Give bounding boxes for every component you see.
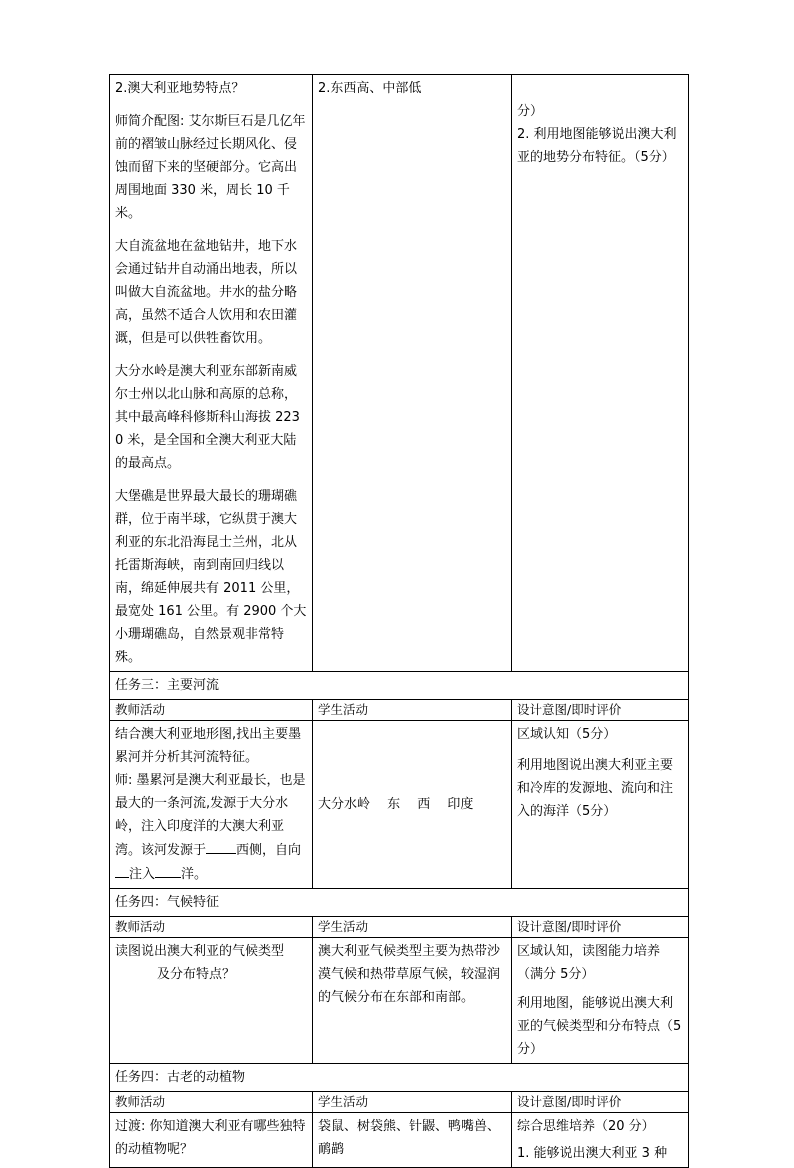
task3-design-cell (512, 721, 689, 889)
task4b-student-cell (313, 1113, 512, 1168)
task2-row (110, 75, 689, 672)
task3-design-2: 利用地图说出澳大利亚主要和冷库的发源地、流向和注入的海洋（5分） (517, 758, 674, 819)
task2-ayers-rock-note: 师简介配图: 艾尔斯巨石是几亿年前的褶皱山脉经过长期风化、侵蚀而留下来的坚硬部分。它高出周围地面 330 米，周长 10 千米。 (115, 114, 306, 221)
task3-design-1: 区域认知（5分） (517, 727, 617, 742)
header-design: 设计意图/即时评价 (512, 917, 689, 938)
task2-design-text: 分） 2. 利用地图能够说出澳大利亚的地势分布特征。（5分） (517, 104, 677, 165)
header-teacher: 教师活动 (110, 917, 313, 938)
task3-text-d: 洋。 (181, 867, 208, 882)
lesson-plan-table (109, 74, 689, 1168)
task4a-title: 任务四：气候特征 (110, 889, 689, 917)
header-student: 学生活动 (313, 917, 512, 938)
header-design: 设计意图/即时评价 (512, 1092, 689, 1113)
task4a-design-1: 区域认知，读图能力培养（满分 5分） (517, 944, 661, 982)
fill-blank (115, 862, 129, 878)
task4a-question-line1: 读图说出澳大利亚的气候类型 (115, 944, 285, 959)
fill-blank (206, 838, 236, 854)
task3-student-cell (313, 721, 512, 889)
task3-teacher-prompt: 结合澳大利亚地形图,找出主要墨累河并分析其河流特征。 (115, 727, 302, 765)
task3-text-a: 师: 墨累河是澳大利亚最长，也是最大的一条河流,发源于大分水岭，注入印度洋的大澳大利亚湾。该河发源于 (115, 773, 306, 858)
fill-blank (155, 862, 181, 878)
task4a-student-cell (313, 938, 512, 1064)
task2-teacher-cell (110, 75, 313, 672)
task4b-title: 任务四：古老的动植物 (110, 1064, 689, 1092)
header-teacher: 教师活动 (110, 1092, 313, 1113)
task2-dividing-range-note: 大分水岭是澳大利亚东部新南威尔士州以北山脉和高原的总称，其中最高峰科修斯科山海拔 2230 米，是全国和全澳大利亚大陆的最高点。 (115, 364, 300, 471)
header-design: 设计意图/即时评价 (512, 700, 689, 721)
header-teacher: 教师活动 (110, 700, 313, 721)
task3-student-answer: 大分水岭 东 西 印度 (318, 797, 474, 812)
task4b-teacher-prompt: 过渡: 你知道澳大利亚有哪些独特的动植物呢？ (115, 1119, 306, 1157)
task4b-header-row (110, 1092, 689, 1113)
task2-barrier-reef-note: 大堡礁是世界最大最长的珊瑚礁群，位于南半球，它纵贯于澳大利亚的东北沿海昆士兰州，北从托雷斯海峡，南到南回归线以南，绵延伸展共有 2011 公里，最宽处 161 公里。有 2900 个大小珊瑚礁岛，自然景观非常特殊。 (115, 489, 307, 665)
task4a-row (110, 938, 689, 1064)
header-student: 学生活动 (313, 700, 512, 721)
task4b-section-row (110, 1064, 689, 1092)
task4a-design-cell (512, 938, 689, 1064)
task3-teacher-explain (115, 769, 307, 886)
task3-text-c: 注入 (129, 867, 156, 882)
task2-design-cell (512, 75, 689, 672)
task2-question: 2.澳大利亚地势特点？ (115, 81, 245, 96)
task4a-section-row (110, 889, 689, 917)
task3-teacher-cell (110, 721, 313, 889)
task4b-student-answer: 袋鼠、树袋熊、针鼹、鸭嘴兽、鸸鹋 (318, 1119, 501, 1157)
task3-row (110, 721, 689, 889)
task4b-design-2: 1. 能够说出澳大利亚 3 种 (517, 1146, 668, 1161)
task2-student-answer: 2.东西高、中部低 (318, 81, 422, 96)
task4b-teacher-cell (110, 1113, 313, 1168)
header-student: 学生活动 (313, 1092, 512, 1113)
task4a-student-answer: 澳大利亚气候类型主要为热带沙漠气候和热带草原气候，较湿润的气候分布在东部和南部。 (318, 944, 501, 1005)
task4b-design-1: 综合思维培养（20 分） (517, 1119, 655, 1134)
task4a-design-2: 利用地图，能够说出澳大利亚的气候类型和分布特点（5分） (517, 996, 682, 1057)
task2-student-cell (313, 75, 512, 672)
task3-section-row (110, 672, 689, 700)
task4a-teacher-cell (110, 938, 313, 1064)
task4b-row (110, 1113, 689, 1168)
task4b-design-cell (512, 1113, 689, 1168)
task2-artesian-basin-note: 大自流盆地在盆地钻井，地下水会通过钻井自动涌出地表，所以叫做大自流盆地。井水的盐分略高，虽然不适合人饮用和农田灌溉，但是可以供牲畜饮用。 (115, 239, 298, 346)
task4a-header-row (110, 917, 689, 938)
task4a-question-line2: 及分布特点？ (157, 967, 236, 982)
task3-text-b: 西侧，自向 (236, 843, 302, 858)
task3-title: 任务三：主要河流 (110, 672, 689, 700)
task3-header-row (110, 700, 689, 721)
